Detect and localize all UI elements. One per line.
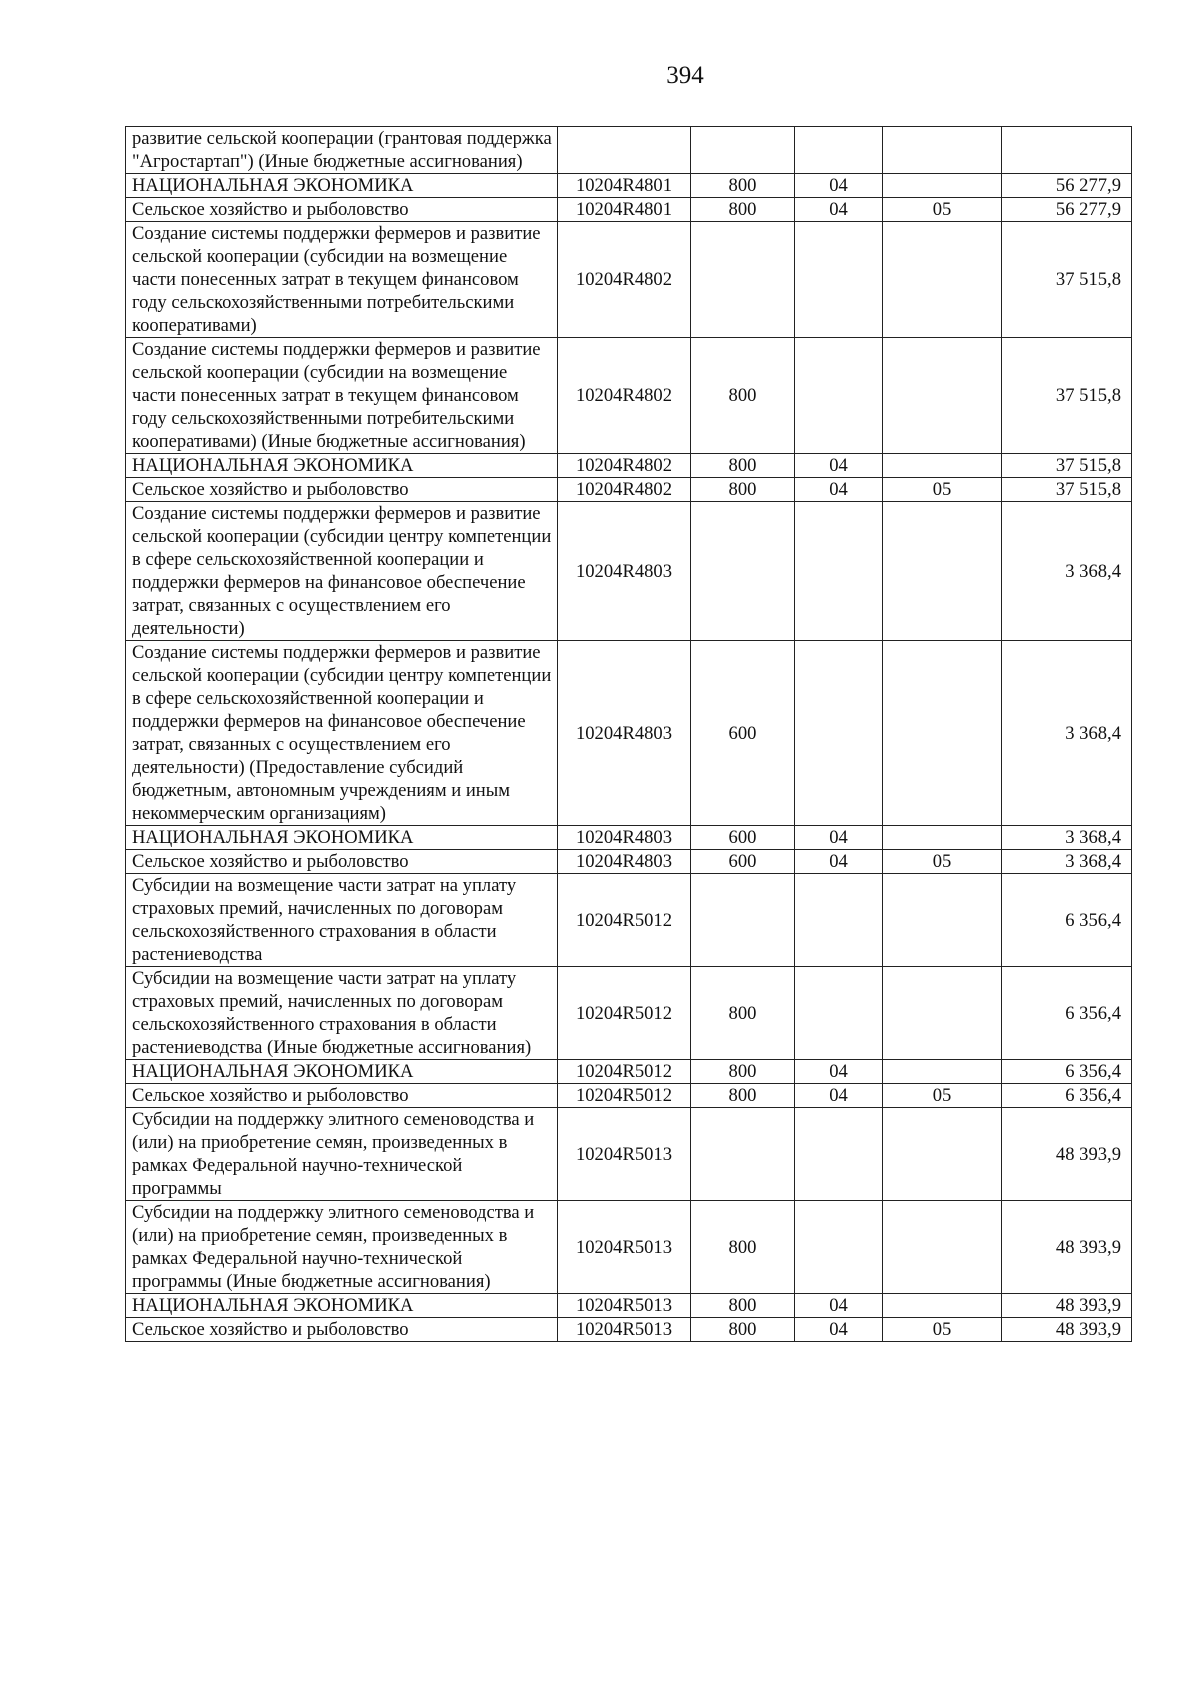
row-name-cell: Сельское хозяйство и рыболовство (126, 850, 558, 874)
row-name-cell: Субсидии на поддержку элитного семеноводства и (или) на приобретение семян, произведенных в рамках Федеральной научно-технической программы (126, 1108, 558, 1201)
subsection-cell (883, 1060, 1002, 1084)
subsection-cell: 05 (883, 850, 1002, 874)
amount-cell: 56 277,9 (1002, 174, 1132, 198)
table-row (126, 1060, 1132, 1084)
table-row (126, 502, 1132, 641)
expense-type-cell (691, 1108, 795, 1201)
target-code-cell: 10204R5012 (558, 1084, 691, 1108)
subsection-cell (883, 826, 1002, 850)
row-name-cell: Создание системы поддержки фермеров и развитие сельской кооперации (субсидии центру компетенции в сфере сельскохозяйственной кооперации и поддержки фермеров на финансовое обеспечение затрат, связанных с осуществлением его деятельности) (Предоставление субсидий бюджетным, автономным учреждениям и иным некоммерческим организациям) (126, 641, 558, 826)
section-cell: 04 (795, 454, 883, 478)
row-name-cell: Сельское хозяйство и рыболовство (126, 198, 558, 222)
table-row (126, 198, 1132, 222)
target-code-cell (558, 127, 691, 174)
section-cell: 04 (795, 478, 883, 502)
amount-cell: 6 356,4 (1002, 1084, 1132, 1108)
expense-type-cell: 800 (691, 338, 795, 454)
subsection-cell (883, 1294, 1002, 1318)
expense-type-cell: 800 (691, 454, 795, 478)
subsection-cell (883, 127, 1002, 174)
section-cell: 04 (795, 1318, 883, 1342)
section-cell (795, 502, 883, 641)
target-code-cell: 10204R4802 (558, 222, 691, 338)
amount-cell: 6 356,4 (1002, 967, 1132, 1060)
target-code-cell: 10204R5013 (558, 1108, 691, 1201)
amount-cell: 48 393,9 (1002, 1294, 1132, 1318)
row-name-cell: Сельское хозяйство и рыболовство (126, 1318, 558, 1342)
expense-type-cell: 600 (691, 826, 795, 850)
table-row (126, 1084, 1132, 1108)
table-row (126, 641, 1132, 826)
table-row (126, 222, 1132, 338)
amount-cell: 48 393,9 (1002, 1108, 1132, 1201)
subsection-cell (883, 174, 1002, 198)
table-row (126, 850, 1132, 874)
subsection-cell (883, 1108, 1002, 1201)
row-name-cell: Субсидии на возмещение части затрат на уплату страховых премий, начисленных по договорам сельскохозяйственного страхования в области растениеводства (Иные бюджетные ассигнования) (126, 967, 558, 1060)
subsection-cell (883, 1201, 1002, 1294)
section-cell: 04 (795, 1294, 883, 1318)
amount-cell (1002, 127, 1132, 174)
expense-type-cell (691, 502, 795, 641)
table-row (126, 1201, 1132, 1294)
table-row (126, 826, 1132, 850)
expense-type-cell: 800 (691, 1201, 795, 1294)
subsection-cell: 05 (883, 478, 1002, 502)
subsection-cell (883, 454, 1002, 478)
amount-cell: 37 515,8 (1002, 454, 1132, 478)
row-name-cell: Сельское хозяйство и рыболовство (126, 478, 558, 502)
row-name-cell: Создание системы поддержки фермеров и развитие сельской кооперации (субсидии центру компетенции в сфере сельскохозяйственной кооперации и поддержки фермеров на финансовое обеспечение затрат, связанных с осуществлением его деятельности) (126, 502, 558, 641)
row-name-cell: НАЦИОНАЛЬНАЯ ЭКОНОМИКА (126, 1060, 558, 1084)
target-code-cell: 10204R4802 (558, 338, 691, 454)
budget-table (125, 126, 1132, 1342)
expense-type-cell: 800 (691, 1318, 795, 1342)
target-code-cell: 10204R5013 (558, 1318, 691, 1342)
amount-cell: 37 515,8 (1002, 478, 1132, 502)
target-code-cell: 10204R4801 (558, 198, 691, 222)
expense-type-cell: 800 (691, 967, 795, 1060)
section-cell: 04 (795, 1060, 883, 1084)
section-cell: 04 (795, 826, 883, 850)
target-code-cell: 10204R4802 (558, 454, 691, 478)
row-name-cell: Создание системы поддержки фермеров и развитие сельской кооперации (субсидии на возмещение части понесенных затрат в текущем финансовом году сельскохозяйственными потребительскими кооперативами) (126, 222, 558, 338)
amount-cell: 6 356,4 (1002, 874, 1132, 967)
table-row (126, 338, 1132, 454)
target-code-cell: 10204R5013 (558, 1294, 691, 1318)
amount-cell: 48 393,9 (1002, 1201, 1132, 1294)
expense-type-cell: 600 (691, 641, 795, 826)
subsection-cell (883, 222, 1002, 338)
amount-cell: 3 368,4 (1002, 826, 1132, 850)
table-row (126, 1108, 1132, 1201)
row-name-cell: НАЦИОНАЛЬНАЯ ЭКОНОМИКА (126, 454, 558, 478)
amount-cell: 48 393,9 (1002, 1318, 1132, 1342)
amount-cell: 37 515,8 (1002, 338, 1132, 454)
target-code-cell: 10204R4803 (558, 641, 691, 826)
target-code-cell: 10204R4802 (558, 478, 691, 502)
expense-type-cell (691, 127, 795, 174)
section-cell: 04 (795, 174, 883, 198)
expense-type-cell: 800 (691, 1060, 795, 1084)
target-code-cell: 10204R4801 (558, 174, 691, 198)
section-cell (795, 222, 883, 338)
target-code-cell: 10204R5013 (558, 1201, 691, 1294)
table-row (126, 454, 1132, 478)
table-row (126, 1318, 1132, 1342)
table-row (126, 478, 1132, 502)
expense-type-cell: 800 (691, 478, 795, 502)
subsection-cell (883, 338, 1002, 454)
table-row (126, 174, 1132, 198)
table-row (126, 874, 1132, 967)
section-cell (795, 1201, 883, 1294)
amount-cell: 3 368,4 (1002, 502, 1132, 641)
row-name-cell: Субсидии на возмещение части затрат на уплату страховых премий, начисленных по договорам сельскохозяйственного страхования в области растениеводства (126, 874, 558, 967)
target-code-cell: 10204R4803 (558, 850, 691, 874)
expense-type-cell (691, 874, 795, 967)
amount-cell: 56 277,9 (1002, 198, 1132, 222)
section-cell: 04 (795, 850, 883, 874)
target-code-cell: 10204R5012 (558, 1060, 691, 1084)
table-row (126, 127, 1132, 174)
page-number: 394 (666, 62, 704, 89)
amount-cell: 37 515,8 (1002, 222, 1132, 338)
section-cell (795, 1108, 883, 1201)
row-name-cell: Создание системы поддержки фермеров и развитие сельской кооперации (субсидии на возмещение части понесенных затрат в текущем финансовом году сельскохозяйственными потребительскими кооперативами) (Иные бюджетные ассигнования) (126, 338, 558, 454)
row-name-cell: НАЦИОНАЛЬНАЯ ЭКОНОМИКА (126, 826, 558, 850)
subsection-cell (883, 874, 1002, 967)
section-cell: 04 (795, 198, 883, 222)
subsection-cell (883, 502, 1002, 641)
section-cell: 04 (795, 1084, 883, 1108)
section-cell (795, 338, 883, 454)
expense-type-cell: 800 (691, 1294, 795, 1318)
expense-type-cell: 600 (691, 850, 795, 874)
subsection-cell (883, 967, 1002, 1060)
subsection-cell: 05 (883, 1318, 1002, 1342)
section-cell (795, 127, 883, 174)
table-row (126, 967, 1132, 1060)
section-cell (795, 874, 883, 967)
row-name-cell: НАЦИОНАЛЬНАЯ ЭКОНОМИКА (126, 1294, 558, 1318)
expense-type-cell (691, 222, 795, 338)
amount-cell: 3 368,4 (1002, 641, 1132, 826)
row-name-cell: Субсидии на поддержку элитного семеноводства и (или) на приобретение семян, произведенных в рамках Федеральной научно-технической программы (Иные бюджетные ассигнования) (126, 1201, 558, 1294)
expense-type-cell: 800 (691, 1084, 795, 1108)
target-code-cell: 10204R4803 (558, 826, 691, 850)
expense-type-cell: 800 (691, 198, 795, 222)
row-name-cell: развитие сельской кооперации (грантовая поддержка "Агростартап") (Иные бюджетные ассигнования) (126, 127, 558, 174)
row-name-cell: Сельское хозяйство и рыболовство (126, 1084, 558, 1108)
amount-cell: 3 368,4 (1002, 850, 1132, 874)
amount-cell: 6 356,4 (1002, 1060, 1132, 1084)
row-name-cell: НАЦИОНАЛЬНАЯ ЭКОНОМИКА (126, 174, 558, 198)
target-code-cell: 10204R5012 (558, 874, 691, 967)
subsection-cell: 05 (883, 1084, 1002, 1108)
target-code-cell: 10204R5012 (558, 967, 691, 1060)
target-code-cell: 10204R4803 (558, 502, 691, 641)
subsection-cell: 05 (883, 198, 1002, 222)
table-row (126, 1294, 1132, 1318)
expense-type-cell: 800 (691, 174, 795, 198)
section-cell (795, 641, 883, 826)
section-cell (795, 967, 883, 1060)
subsection-cell (883, 641, 1002, 826)
